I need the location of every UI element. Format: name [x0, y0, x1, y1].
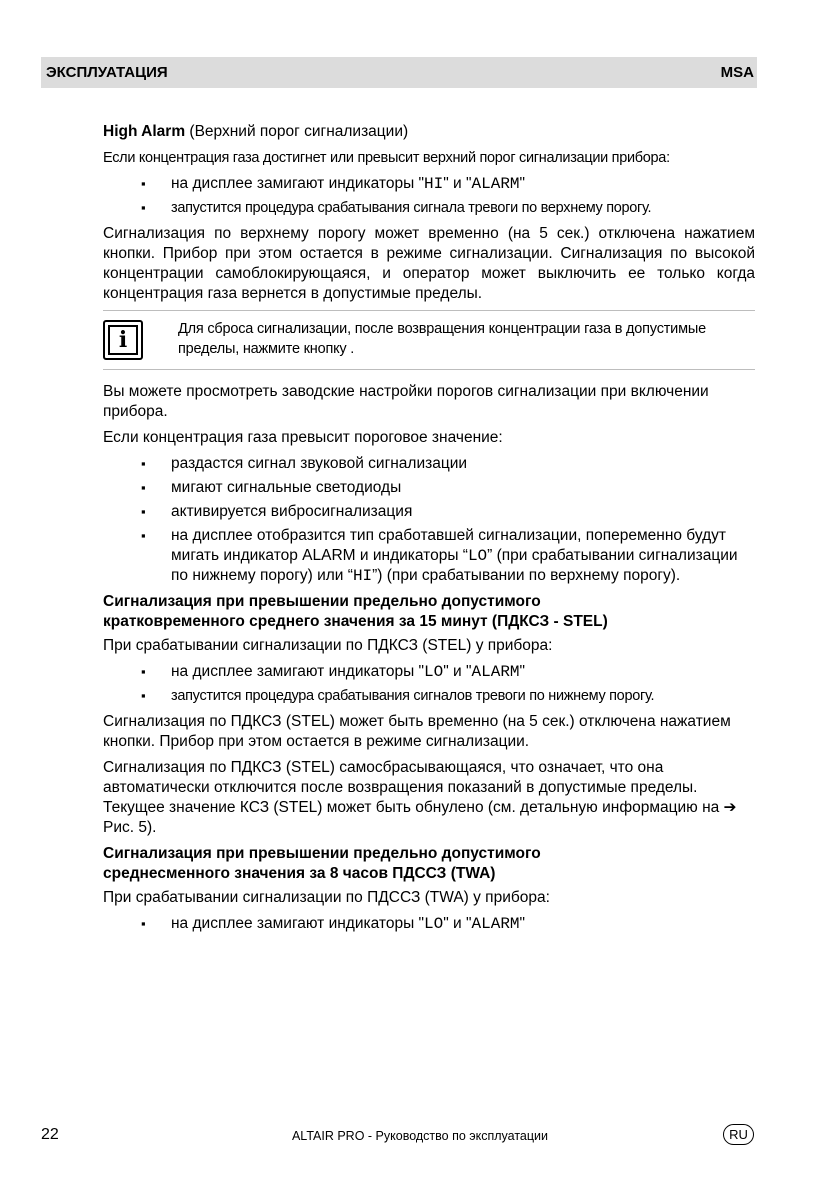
text-fragment: на дисплее замигают индикаторы "	[171, 663, 425, 680]
page-number: 22	[41, 1126, 59, 1143]
list-item	[103, 662, 755, 682]
list-item: ▪ раздастся сигнал звуковой сигнализации	[103, 454, 755, 474]
twa-heading	[103, 844, 755, 884]
page-header	[41, 57, 757, 88]
stel-heading	[103, 592, 755, 632]
factory-paragraph: Вы можете просмотреть заводские настройки порогов сигнализации при включении прибора.	[103, 383, 709, 420]
stel-paragraph: Сигнализация по ПДКСЗ (STEL) может быть временно (на 5 сек.) отключена нажатием кнопки. Прибор при этом остается в режиме сигнализации.	[103, 713, 731, 750]
brand-label: MSA	[720, 64, 754, 81]
text-fragment: на дисплее отобразится тип сработавшей сигнализации, попеременно будут мигать индикатор ALARM и индикаторы “	[171, 527, 726, 564]
list-item: ▪ запустится процедура срабатывания сигнала тревоги по верхнему порогу.	[103, 198, 755, 218]
twa-heading-line: среднесменного значения за 8 часов ПДССЗ (TWA)	[103, 865, 496, 882]
info-note-text: Для сброса сигнализации, после возвращения концентрации газа в допустимые пределы, нажмите кнопку .	[178, 321, 706, 357]
section-title: ЭКСПЛУАТАЦИЯ	[46, 64, 168, 81]
text-fragment: на дисплее замигают индикаторы "	[171, 175, 425, 192]
high-alarm-title	[103, 122, 755, 142]
text-fragment: ”) (при срабатывании по верхнему порогу).	[372, 567, 681, 584]
list-item: ▪ мигают сигнальные светодиоды	[103, 478, 755, 498]
display-indicator-code: ALARM	[471, 663, 520, 681]
display-indicator-code: HI	[352, 567, 373, 585]
list-item	[103, 174, 755, 194]
list-item: ▪ запустится процедура срабатывания сигналов тревоги по нижнему порогу.	[103, 686, 755, 706]
info-icon-glyph: i	[108, 325, 138, 355]
threshold-list	[103, 454, 755, 586]
info-icon	[103, 320, 143, 360]
stel-list	[103, 662, 755, 706]
text-fragment: "	[519, 915, 526, 932]
list-item	[103, 914, 755, 934]
display-indicator-code: LO	[467, 547, 488, 565]
text-fragment: ” (при срабатывании сигнализации по нижнему порогу) или “	[171, 547, 738, 584]
twa-intro: При срабатывании сигнализации по ПДССЗ (TWA) у прибора:	[103, 889, 550, 906]
display-indicator-code: LO	[424, 663, 444, 681]
text-fragment: " и "	[443, 915, 472, 932]
text-fragment: на дисплее замигают индикаторы "	[171, 915, 425, 932]
threshold-paragraph: Если концентрация газа превысит пороговое значение:	[103, 429, 503, 446]
language-badge: RU	[723, 1124, 754, 1145]
info-note	[103, 310, 755, 370]
text-fragment: "	[519, 175, 526, 192]
stel-paragraph: Сигнализация по ПДКСЗ (STEL) самосбрасывающаяся, что означает, что она автоматически отключится после возвращения показаний в допустимые пределы. Текущее значение КСЗ (STEL) может быть обнулено (см. детальную информацию на ➔ Рис. 5).	[103, 759, 737, 836]
page-content	[103, 122, 755, 940]
high-alarm-title-bold: High Alarm	[103, 123, 186, 140]
footer-title: ALTAIR PRO - Руководство по эксплуатации	[291, 1129, 549, 1143]
high-alarm-list	[103, 174, 755, 218]
text-fragment: " и "	[443, 175, 472, 192]
stel-heading-line: Сигнализация при превышении предельно допустимого	[103, 593, 541, 610]
high-alarm-title-rest: (Верхний порог сигнализации)	[185, 123, 409, 140]
display-indicator-code: ALARM	[471, 175, 520, 193]
display-indicator-code: ALARM	[471, 915, 520, 933]
list-item: ▪ активируется вибросигнализация	[103, 502, 755, 522]
display-indicator-code: HI	[424, 175, 444, 193]
stel-intro: При срабатывании сигнализации по ПДКСЗ (STEL) у прибора:	[103, 637, 553, 654]
list-item	[103, 526, 755, 586]
text-fragment: "	[519, 663, 526, 680]
text-fragment: " и "	[443, 663, 472, 680]
high-alarm-paragraph: Сигнализация по верхнему порогу может временно (на 5 сек.) отключена нажатием кнопки. Прибор при этом остается в режиме сигнализации. Сигнализация по высокой концентрации самоблокирующаяся, и оператор может выключить ее только когда концентрация газа вернется в допустимые пределы.	[103, 225, 755, 302]
high-alarm-intro: Если концентрация газа достигнет или превысит верхний порог сигнализации прибора:	[103, 150, 670, 166]
twa-heading-line: Сигнализация при превышении предельно допустимого	[103, 845, 541, 862]
twa-list	[103, 914, 755, 934]
display-indicator-code: LO	[424, 915, 444, 933]
stel-heading-line: кратковременного среднего значения за 15 минут (ПДКСЗ - STEL)	[103, 613, 608, 630]
